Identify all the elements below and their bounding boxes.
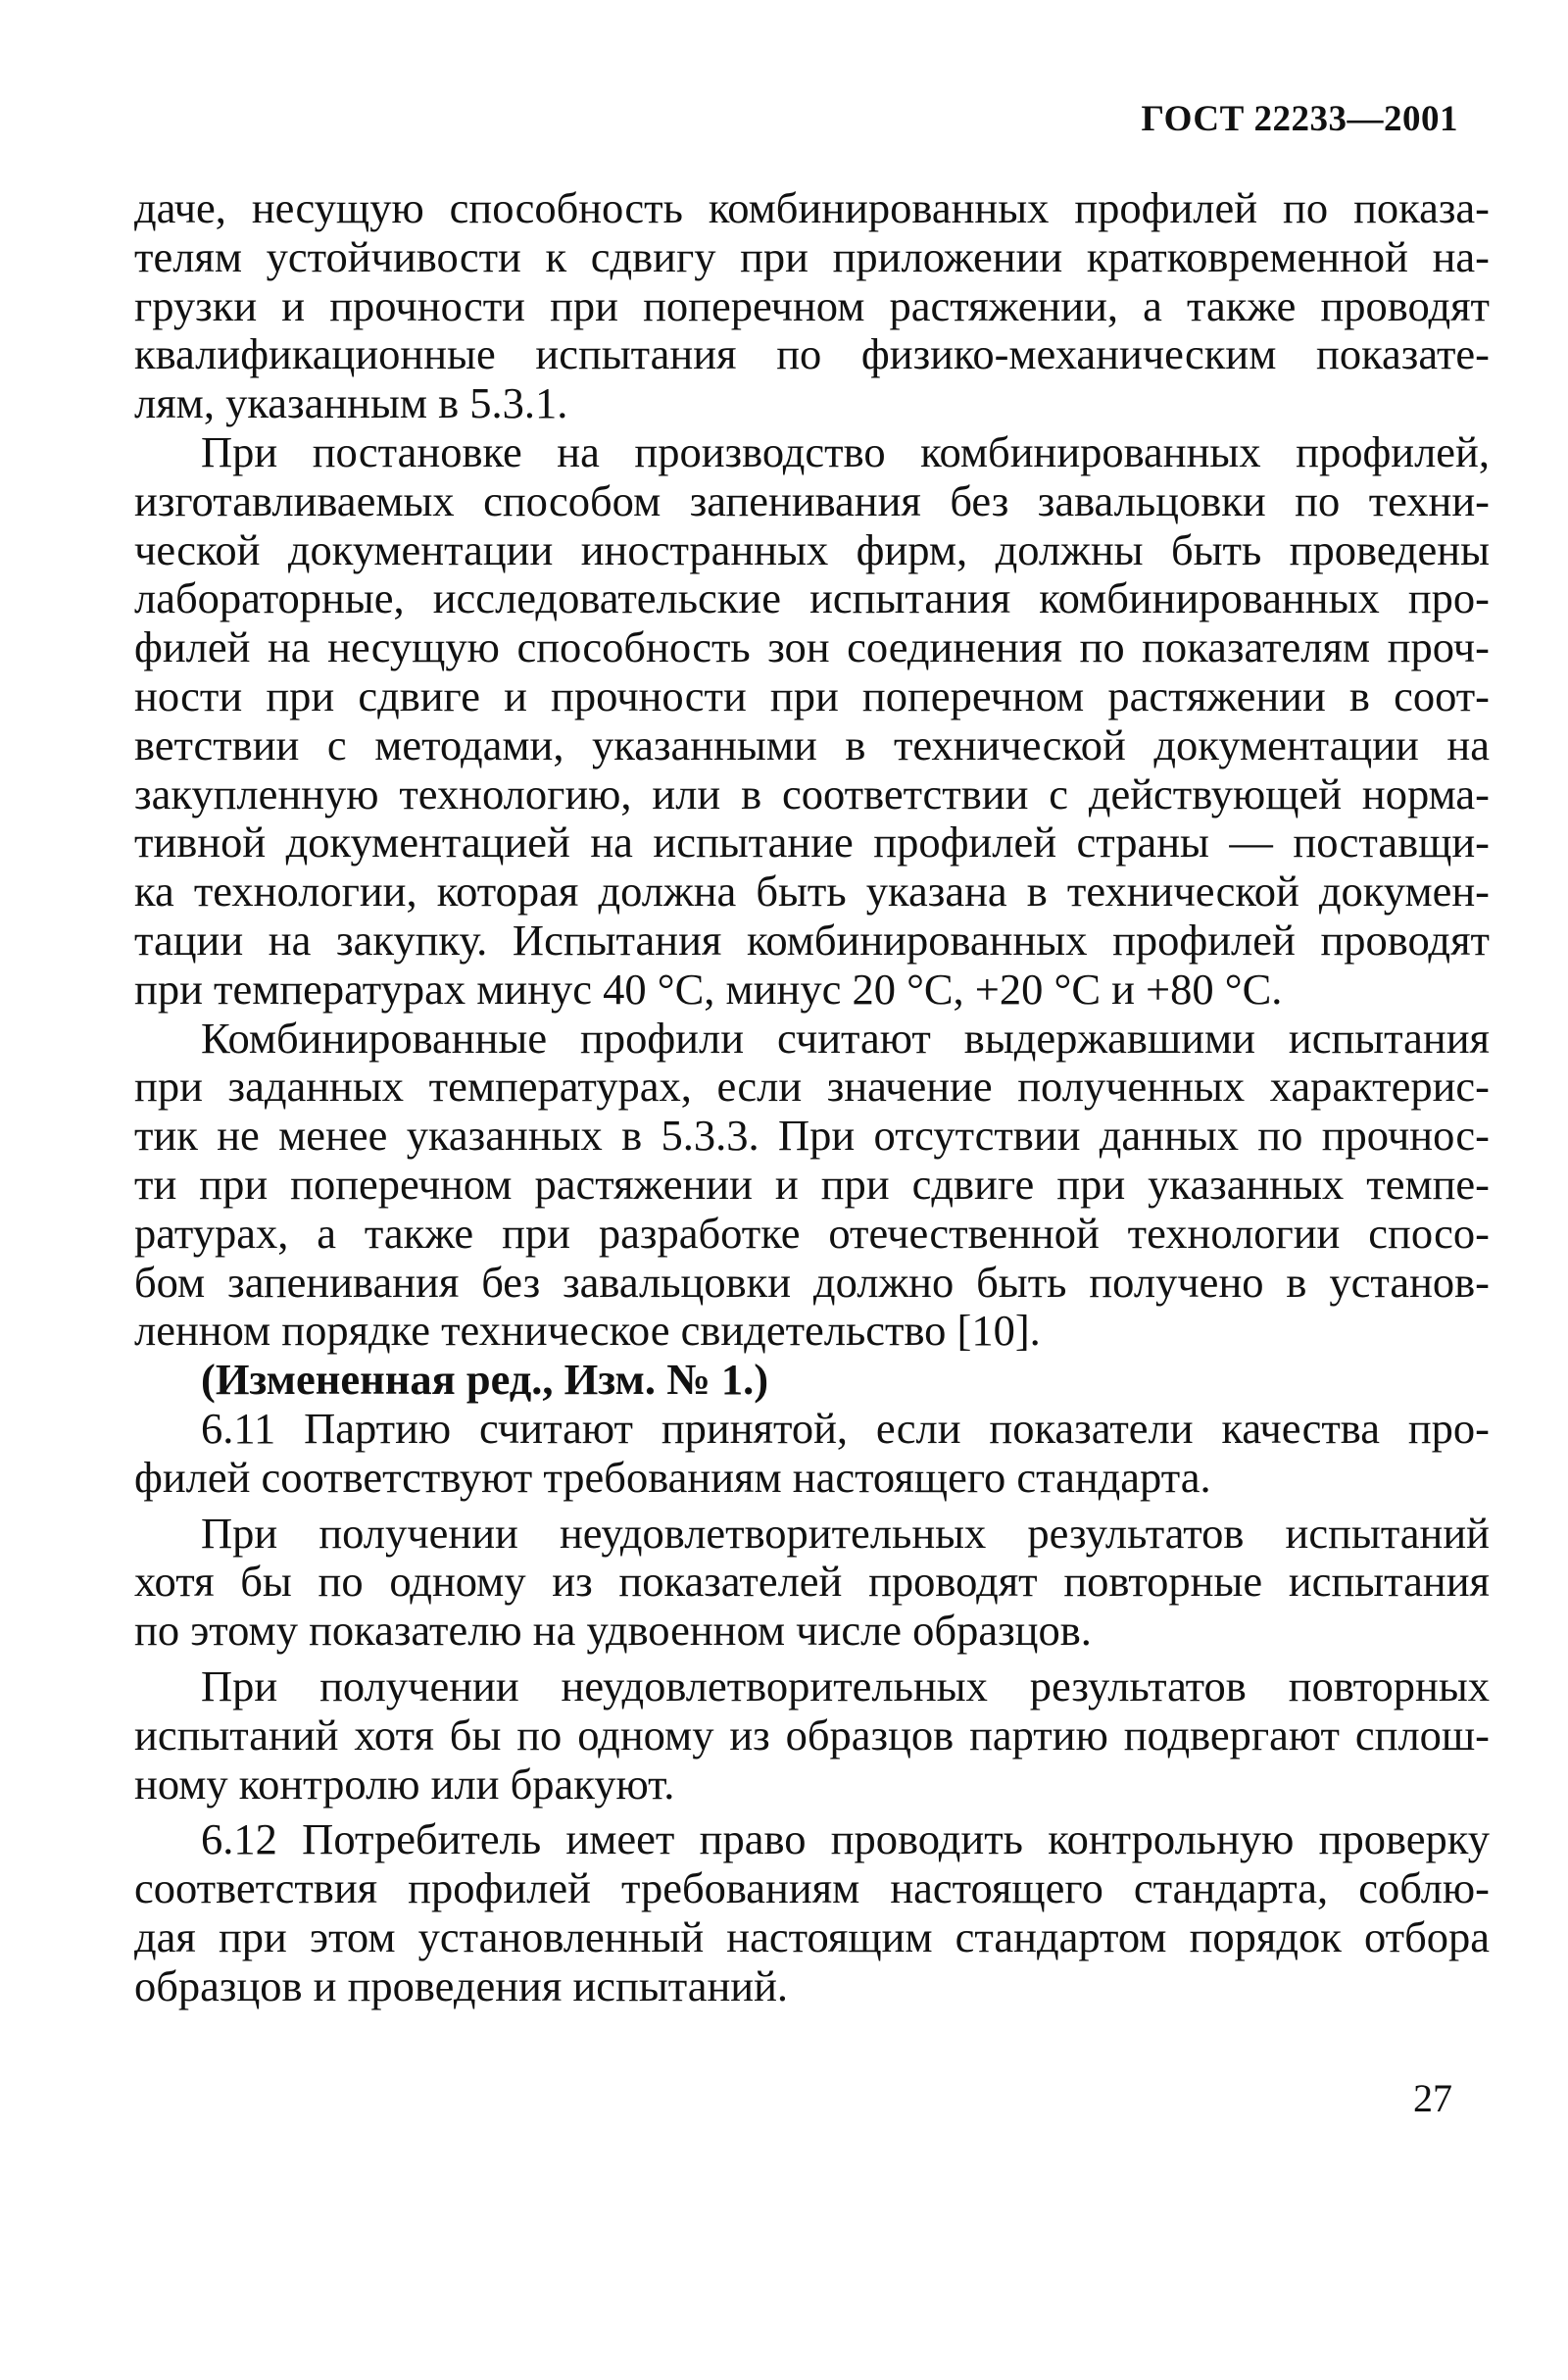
text-line: ленном порядке техническое свидетельство [10].	[134, 1306, 1041, 1356]
paragraph-rejection	[134, 1662, 1490, 1809]
paragraph-foreign-technology	[134, 428, 1490, 1015]
text-line: изготавливаемых способом запенивания без завальцовки по техни-	[134, 475, 1490, 525]
text-line: 6.12 Потребитель имеет право проводить контрольную проверку	[201, 1814, 1490, 1864]
text-line: бом запенивания без завальцовки должно быть получено в установ-	[134, 1257, 1490, 1307]
paragraph-continuation	[134, 184, 1490, 428]
text-line: Комбинированные профили считают выдержавшими испытания	[201, 1013, 1490, 1063]
text-line: При получении неудовлетворительных результатов испытаний	[201, 1508, 1490, 1558]
clause-6-11	[134, 1405, 1490, 1503]
document-body	[134, 184, 1490, 2010]
text-line: тик не менее указанных в 5.3.3. При отсутствии данных по прочнос-	[134, 1111, 1490, 1161]
text-line: тации на закупку. Испытания комбинированных профилей проводят	[134, 915, 1490, 965]
text-line: по этому показателю на удвоенном числе образцов.	[134, 1606, 1092, 1656]
text-line: даче, несущую способность комбинированных профилей по показа-	[134, 183, 1490, 232]
text-line: лабораторные, исследовательские испытания комбинированных про-	[134, 573, 1490, 623]
text-line: при заданных температурах, если значение полученных характерис-	[134, 1062, 1490, 1112]
text-line: образцов и проведения испытаний.	[134, 1960, 789, 2010]
text-line: соответствия профилей требованиям настоящего стандарта, соблю-	[134, 1863, 1490, 1913]
clause-6-12	[134, 1815, 1490, 2010]
text-line: ческой документации иностранных фирм, должны быть проведены	[134, 524, 1490, 574]
text-line: дая при этом установленный настоящим стандартом порядок отбора	[134, 1911, 1490, 1961]
text-line: грузки и прочности при поперечном растяжении, а также проводят	[134, 280, 1490, 330]
text-line: 6.11 Партию считают принятой, если показатели качества про-	[201, 1403, 1490, 1453]
text-line: ному контролю или бракуют.	[134, 1759, 675, 1809]
paragraph-retest	[134, 1510, 1490, 1656]
text-line: тивной документацией на испытание профилей страны — поставщи-	[134, 818, 1490, 868]
page-number: 27	[1413, 2076, 1452, 2120]
text-line: При постановке на производство комбинированных профилей,	[201, 426, 1490, 476]
amendment-note	[134, 1356, 1490, 1405]
text-line: ратурах, а также при разработке отечественной технологии спосо-	[134, 1208, 1490, 1258]
text-line: При получении неудовлетворительных результатов повторных	[201, 1661, 1490, 1711]
text-line: квалификационные испытания по физико-механическим показате-	[134, 329, 1490, 379]
text-line: телям устойчивости к сдвигу при приложении кратковременной на-	[134, 231, 1490, 281]
paragraph-test-criteria	[134, 1015, 1490, 1357]
text-line: ветствии с методами, указанными в технической документации на	[134, 719, 1490, 769]
text-line: филей на несущую способность зон соединения по показателям проч-	[134, 622, 1490, 672]
text-line: закупленную технологию, или в соответствии с действующей норма-	[134, 769, 1490, 818]
text-line: лям, указанным в 5.3.1.	[134, 378, 568, 428]
text-line: (Измененная ред., Изм. № 1.)	[201, 1355, 769, 1405]
text-line: ности при сдвиге и прочности при поперечном растяжении в соот-	[134, 670, 1490, 720]
text-line: филей соответствуют требованиям настоящего стандарта.	[134, 1452, 1211, 1502]
text-line: ка технологии, которая должна быть указана в технической докумен-	[134, 867, 1490, 917]
document-header: ГОСТ 22233—2001	[1141, 99, 1458, 139]
text-line: при температурах минус 40 °С, минус 20 °С, +20 °С и +80 °С.	[134, 964, 1283, 1014]
text-line: ти при поперечном растяжении и при сдвиге при указанных темпе-	[134, 1159, 1490, 1209]
text-line: хотя бы по одному из показателей проводят повторные испытания	[134, 1557, 1490, 1607]
text-line: испытаний хотя бы по одному из образцов партию подвергают сплош-	[134, 1710, 1490, 1760]
